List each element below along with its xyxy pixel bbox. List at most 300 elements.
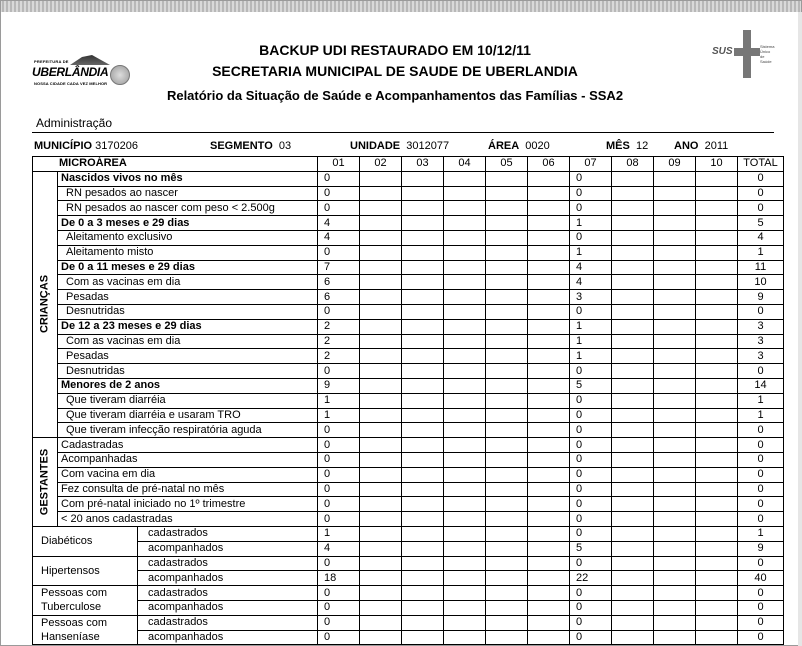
table-cell xyxy=(612,290,654,305)
table-cell xyxy=(654,571,696,586)
table-cell: 22 xyxy=(570,571,612,586)
table-cell: 0 xyxy=(318,600,360,615)
table-cell: 3 xyxy=(738,319,784,334)
row-label: Que tiveram diarréia e usaram TRO xyxy=(58,408,318,423)
table-cell: 2 xyxy=(318,349,360,364)
vertical-scrollbar[interactable] xyxy=(798,12,802,646)
table-cell xyxy=(612,201,654,216)
report-title-backup: BACKUP UDI RESTAURADO EM 10/12/11 xyxy=(259,42,531,58)
table-cell xyxy=(528,349,570,364)
table-cell xyxy=(528,290,570,305)
table-cell xyxy=(444,541,486,556)
table-cell xyxy=(528,615,570,630)
table-cell: 0 xyxy=(318,186,360,201)
row-label: Aleitamento misto xyxy=(58,245,318,260)
table-cell: 6 xyxy=(318,275,360,290)
table-cell xyxy=(360,630,402,645)
table-cell xyxy=(360,245,402,260)
table-cell xyxy=(444,171,486,186)
table-cell xyxy=(696,171,738,186)
table-cell xyxy=(486,290,528,305)
table-cell: 10 xyxy=(738,275,784,290)
microarea-header: MICROÁREA xyxy=(33,157,318,172)
table-cell xyxy=(360,423,402,438)
table-cell: 0 xyxy=(738,586,784,601)
table-cell xyxy=(402,541,444,556)
table-cell: 0 xyxy=(738,497,784,512)
table-cell: 0 xyxy=(318,438,360,453)
column-header: 08 xyxy=(612,157,654,172)
table-cell: 0 xyxy=(570,423,612,438)
table-cell: 0 xyxy=(738,304,784,319)
table-cell xyxy=(696,497,738,512)
row-label: Menores de 2 anos xyxy=(58,378,318,393)
row-label: Com pré-natal iniciado no 1º trimestre xyxy=(58,497,318,512)
table-row xyxy=(33,260,784,275)
table-cell: 4 xyxy=(570,260,612,275)
table-cell: 0 xyxy=(570,201,612,216)
table-cell xyxy=(528,586,570,601)
row-label: Aleitamento exclusivo xyxy=(58,230,318,245)
table-row xyxy=(33,615,784,630)
table-cell xyxy=(444,586,486,601)
table-cell xyxy=(696,393,738,408)
table-cell xyxy=(696,526,738,541)
table-row xyxy=(33,423,784,438)
table-cell xyxy=(360,438,402,453)
pair-sub-label: cadastrados xyxy=(138,615,318,630)
table-cell xyxy=(654,482,696,497)
table-cell xyxy=(612,482,654,497)
table-cell xyxy=(696,378,738,393)
table-cell xyxy=(612,349,654,364)
table-cell xyxy=(444,512,486,527)
table-cell xyxy=(486,497,528,512)
table-cell: 9 xyxy=(738,541,784,556)
row-label: Cadastradas xyxy=(58,438,318,453)
table-cell xyxy=(402,586,444,601)
table-cell: 0 xyxy=(570,171,612,186)
table-cell xyxy=(360,230,402,245)
report-title-secretaria: SECRETARIA MUNICIPAL DE SAUDE DE UBERLANDIA xyxy=(212,63,578,79)
table-cell xyxy=(402,378,444,393)
table-row xyxy=(33,245,784,260)
table-cell xyxy=(402,512,444,527)
meta-municipio: MUNICÍPIO 3170206 xyxy=(34,140,138,152)
table-cell xyxy=(528,526,570,541)
table-cell: 40 xyxy=(738,571,784,586)
table-cell xyxy=(528,571,570,586)
table-cell xyxy=(654,275,696,290)
table-cell xyxy=(402,186,444,201)
table-cell xyxy=(402,260,444,275)
table-cell xyxy=(528,482,570,497)
gestantes-group-label: GESTANTES xyxy=(38,448,51,516)
table-cell: 1 xyxy=(570,334,612,349)
table-cell xyxy=(444,497,486,512)
table-row xyxy=(33,586,784,601)
table-cell xyxy=(486,438,528,453)
table-cell: 11 xyxy=(738,260,784,275)
table-cell xyxy=(612,438,654,453)
table-cell xyxy=(360,408,402,423)
meta-segmento: SEGMENTO 03 xyxy=(210,140,292,152)
table-row xyxy=(33,171,784,186)
table-cell xyxy=(444,600,486,615)
table-cell xyxy=(528,275,570,290)
table-cell xyxy=(696,349,738,364)
table-cell: 0 xyxy=(738,201,784,216)
table-cell xyxy=(402,497,444,512)
column-header: 07 xyxy=(570,157,612,172)
table-cell: 1 xyxy=(570,319,612,334)
table-row xyxy=(33,600,784,615)
table-cell xyxy=(486,423,528,438)
table-cell xyxy=(696,423,738,438)
table-cell xyxy=(654,378,696,393)
table-cell xyxy=(654,304,696,319)
table-cell xyxy=(696,275,738,290)
table-cell xyxy=(654,186,696,201)
table-cell: 0 xyxy=(570,615,612,630)
table-cell: 0 xyxy=(318,556,360,571)
table-cell xyxy=(654,290,696,305)
table-cell xyxy=(360,216,402,231)
table-cell xyxy=(360,467,402,482)
table-cell xyxy=(528,334,570,349)
pair-sub-label: cadastrados xyxy=(138,556,318,571)
table-cell: 0 xyxy=(570,526,612,541)
table-cell xyxy=(360,393,402,408)
table-cell: 14 xyxy=(738,378,784,393)
row-label: Com as vacinas em dia xyxy=(58,334,318,349)
table-cell xyxy=(654,364,696,379)
row-label: Com vacina em dia xyxy=(58,467,318,482)
table-cell xyxy=(486,452,528,467)
pair-sub-label: acompanhados xyxy=(138,630,318,645)
table-cell xyxy=(444,230,486,245)
table-cell: 0 xyxy=(570,467,612,482)
table-cell xyxy=(528,319,570,334)
table-cell xyxy=(612,378,654,393)
table-row xyxy=(33,290,784,305)
table-cell xyxy=(696,201,738,216)
table-cell xyxy=(612,364,654,379)
table-cell xyxy=(654,467,696,482)
table-cell xyxy=(612,260,654,275)
table-cell xyxy=(486,186,528,201)
table-cell xyxy=(444,571,486,586)
table-cell xyxy=(402,452,444,467)
table-cell xyxy=(486,408,528,423)
table-cell xyxy=(612,556,654,571)
table-cell xyxy=(486,349,528,364)
table-cell xyxy=(654,319,696,334)
table-cell xyxy=(528,497,570,512)
meta-ano: ANO 2011 xyxy=(674,140,729,152)
table-cell: 0 xyxy=(738,364,784,379)
table-cell xyxy=(402,467,444,482)
meta-unidade: UNIDADE 3012077 xyxy=(350,140,450,152)
table-cell xyxy=(528,541,570,556)
table-cell: 0 xyxy=(318,201,360,216)
table-cell xyxy=(486,586,528,601)
table-cell: 1 xyxy=(738,245,784,260)
table-cell xyxy=(360,319,402,334)
table-cell xyxy=(486,571,528,586)
table-cell xyxy=(360,526,402,541)
table-cell xyxy=(612,319,654,334)
table-cell: 0 xyxy=(738,452,784,467)
table-cell xyxy=(612,216,654,231)
table-cell xyxy=(696,467,738,482)
table-row xyxy=(33,349,784,364)
table-row xyxy=(33,216,784,231)
table-cell xyxy=(402,482,444,497)
table-cell xyxy=(486,393,528,408)
table-cell: 0 xyxy=(570,230,612,245)
table-cell xyxy=(402,171,444,186)
table-cell: 1 xyxy=(738,393,784,408)
table-cell xyxy=(402,600,444,615)
row-label: < 20 anos cadastradas xyxy=(58,512,318,527)
table-cell: 0 xyxy=(570,482,612,497)
table-cell xyxy=(486,201,528,216)
table-cell: 1 xyxy=(570,349,612,364)
table-cell xyxy=(360,304,402,319)
table-cell xyxy=(444,201,486,216)
table-cell: 0 xyxy=(318,245,360,260)
table-cell xyxy=(360,349,402,364)
table-cell xyxy=(444,378,486,393)
table-cell xyxy=(696,304,738,319)
table-cell xyxy=(486,216,528,231)
table-cell xyxy=(696,245,738,260)
table-cell: 0 xyxy=(738,600,784,615)
table-cell: 3 xyxy=(738,349,784,364)
table-cell xyxy=(528,260,570,275)
pair-group-label: Pessoas com Tuberculose xyxy=(33,586,138,616)
table-cell xyxy=(486,556,528,571)
table-cell: 0 xyxy=(570,438,612,453)
table-cell: 4 xyxy=(570,275,612,290)
row-label: Que tiveram diarréia xyxy=(58,393,318,408)
table-cell xyxy=(612,615,654,630)
table-cell: 5 xyxy=(570,378,612,393)
table-cell xyxy=(696,186,738,201)
table-cell: 0 xyxy=(318,423,360,438)
table-cell: 0 xyxy=(318,467,360,482)
table-cell: 1 xyxy=(318,408,360,423)
table-cell xyxy=(486,319,528,334)
table-cell xyxy=(654,349,696,364)
table-cell xyxy=(528,364,570,379)
row-label: RN pesados ao nascer xyxy=(58,186,318,201)
table-cell xyxy=(654,423,696,438)
table-cell: 0 xyxy=(738,482,784,497)
table-cell xyxy=(654,586,696,601)
table-cell: 1 xyxy=(570,216,612,231)
table-cell xyxy=(444,260,486,275)
table-cell: 0 xyxy=(570,497,612,512)
table-cell xyxy=(612,423,654,438)
table-cell xyxy=(444,364,486,379)
table-cell: 0 xyxy=(738,512,784,527)
table-cell xyxy=(360,290,402,305)
table-row xyxy=(33,201,784,216)
table-cell xyxy=(444,245,486,260)
table-cell xyxy=(696,260,738,275)
table-cell xyxy=(444,467,486,482)
meta-mes: MÊS 12 xyxy=(606,140,649,152)
row-label: De 12 a 23 meses e 29 dias xyxy=(58,319,318,334)
table-cell xyxy=(402,423,444,438)
table-row xyxy=(33,452,784,467)
table-cell xyxy=(444,304,486,319)
table-cell xyxy=(486,512,528,527)
table-cell: 2 xyxy=(318,319,360,334)
section-label: Administração xyxy=(36,116,113,130)
table-cell xyxy=(486,378,528,393)
table-cell xyxy=(696,334,738,349)
table-cell xyxy=(444,615,486,630)
table-cell xyxy=(528,467,570,482)
column-header: 04 xyxy=(444,157,486,172)
table-cell xyxy=(654,497,696,512)
table-cell: 7 xyxy=(318,260,360,275)
table-row xyxy=(33,526,784,541)
table-cell xyxy=(444,349,486,364)
table-row xyxy=(33,334,784,349)
criancas-group xyxy=(33,171,58,437)
table-cell xyxy=(360,378,402,393)
table-cell xyxy=(360,497,402,512)
table-cell xyxy=(402,438,444,453)
table-cell xyxy=(486,364,528,379)
table-cell xyxy=(528,438,570,453)
table-cell xyxy=(654,408,696,423)
table-cell xyxy=(696,452,738,467)
table-cell xyxy=(360,186,402,201)
table-row xyxy=(33,275,784,290)
table-cell: 4 xyxy=(318,216,360,231)
table-cell xyxy=(528,304,570,319)
logo-brand-text: UBERLÂNDIA xyxy=(32,65,109,79)
table-cell xyxy=(612,186,654,201)
table-cell xyxy=(402,201,444,216)
table-cell xyxy=(654,260,696,275)
table-cell xyxy=(360,452,402,467)
table-row xyxy=(33,571,784,586)
table-cell: 0 xyxy=(318,615,360,630)
pair-group-label: Diabéticos xyxy=(33,526,138,556)
table-cell xyxy=(444,408,486,423)
table-cell xyxy=(696,512,738,527)
table-cell xyxy=(696,408,738,423)
table-cell xyxy=(360,334,402,349)
table-cell xyxy=(486,630,528,645)
table-cell: 0 xyxy=(318,586,360,601)
table-row xyxy=(33,497,784,512)
table-cell: 0 xyxy=(738,423,784,438)
row-label: Fez consulta de pré-natal no mês xyxy=(58,482,318,497)
table-cell xyxy=(444,556,486,571)
table-cell xyxy=(612,230,654,245)
table-cell xyxy=(444,438,486,453)
table-cell xyxy=(528,600,570,615)
table-cell: 0 xyxy=(318,171,360,186)
table-cell: 2 xyxy=(318,334,360,349)
row-label: Acompanhadas xyxy=(58,452,318,467)
table-cell xyxy=(612,452,654,467)
table-cell xyxy=(696,600,738,615)
table-cell: 0 xyxy=(570,186,612,201)
pair-group-label: Pessoas com Hanseníase xyxy=(33,615,138,645)
table-cell xyxy=(402,334,444,349)
table-cell xyxy=(696,541,738,556)
table-cell: 9 xyxy=(318,378,360,393)
table-cell xyxy=(402,630,444,645)
table-cell xyxy=(612,526,654,541)
table-cell: 0 xyxy=(318,482,360,497)
table-cell xyxy=(360,556,402,571)
table-cell xyxy=(654,512,696,527)
table-cell: 0 xyxy=(318,364,360,379)
table-cell xyxy=(444,482,486,497)
meta-area: ÁREA 0020 xyxy=(488,140,550,152)
table-cell: 9 xyxy=(738,290,784,305)
logo-prefeitura-text: PREFEITURA DE xyxy=(34,59,69,64)
pair-group-label: Hipertensos xyxy=(33,556,138,586)
ssa2-table xyxy=(32,156,784,645)
table-cell xyxy=(654,230,696,245)
table-cell xyxy=(402,408,444,423)
table-cell: 1 xyxy=(738,526,784,541)
table-cell xyxy=(696,615,738,630)
table-cell xyxy=(654,556,696,571)
table-cell xyxy=(528,171,570,186)
table-cell: 0 xyxy=(738,186,784,201)
table-cell xyxy=(402,556,444,571)
table-cell: 0 xyxy=(318,512,360,527)
table-cell: 4 xyxy=(318,230,360,245)
table-cell xyxy=(444,186,486,201)
row-label: Pesadas xyxy=(58,290,318,305)
pair-sub-label: acompanhados xyxy=(138,600,318,615)
table-cell xyxy=(696,630,738,645)
table-cell xyxy=(444,290,486,305)
table-cell xyxy=(402,304,444,319)
table-cell: 6 xyxy=(318,290,360,305)
table-cell xyxy=(444,423,486,438)
table-cell xyxy=(444,526,486,541)
table-cell xyxy=(696,556,738,571)
table-cell: 3 xyxy=(570,290,612,305)
table-cell xyxy=(402,526,444,541)
table-cell xyxy=(486,541,528,556)
table-cell: 0 xyxy=(318,497,360,512)
table-cell xyxy=(612,408,654,423)
table-header-row xyxy=(33,157,784,172)
table-cell xyxy=(486,615,528,630)
sus-logo-small-text: Sistema Único de Saúde xyxy=(760,44,775,64)
table-cell xyxy=(528,452,570,467)
table-row xyxy=(33,230,784,245)
table-cell xyxy=(402,290,444,305)
table-cell: 18 xyxy=(318,571,360,586)
table-cell xyxy=(654,171,696,186)
table-cell xyxy=(444,452,486,467)
